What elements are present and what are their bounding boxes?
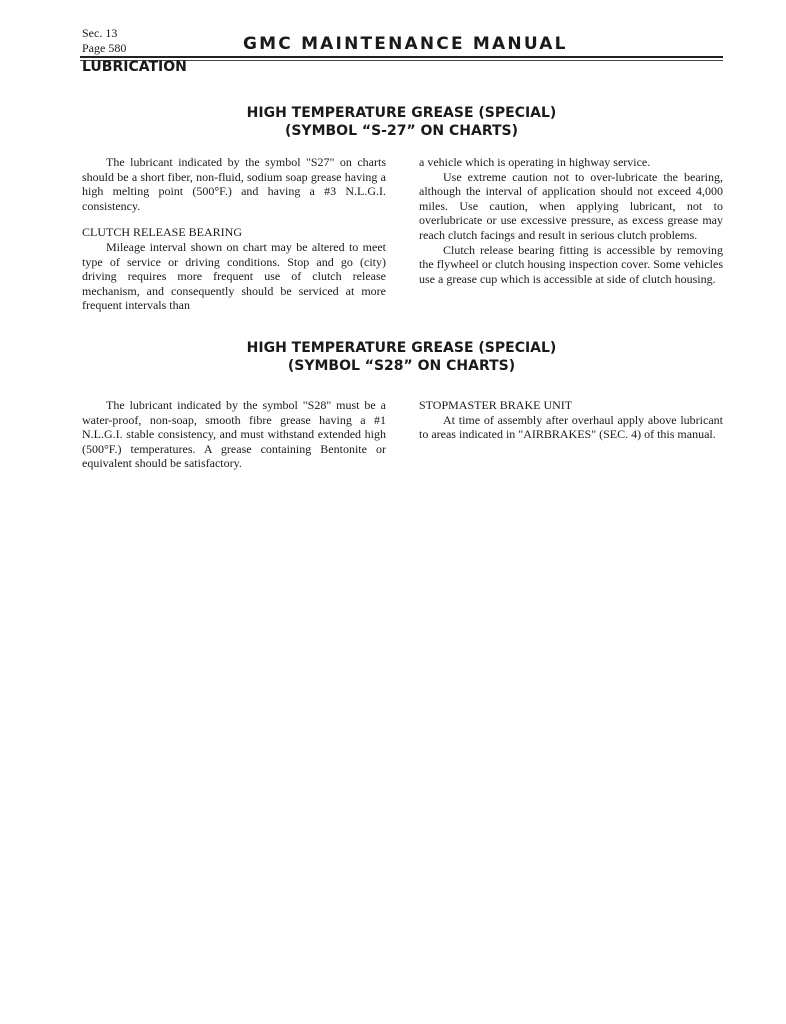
s27-left-column bbox=[82, 155, 386, 313]
s28-heading bbox=[80, 339, 723, 375]
section-page-reference bbox=[82, 26, 126, 56]
page-number: Page 580 bbox=[82, 41, 127, 55]
section-label: LUBRICATION bbox=[82, 59, 187, 75]
s27-paragraph-1: The lubricant indicated by the symbol "S27" on charts should be a short fiber, non-fluid, sodium soap grease having a high melting point (500°F.) and having a #3 N.L.G.I. consistency. bbox=[82, 155, 386, 213]
s27-paragraph-3: Use extreme caution not to over-lubricate the bearing, although the interval of application should not exceed 4,000 miles. Use caution, when applying lubricant, not to overlubricate or use excessive pressure, as excess grease may reach clutch facings and result in serious clutch problems. bbox=[419, 169, 723, 242]
s27-heading-line1: HIGH TEMPERATURE GREASE (SPECIAL) bbox=[246, 105, 557, 121]
s27-paragraph-2-continued: a vehicle which is operating in highway service. bbox=[419, 155, 651, 169]
s28-heading-line2: (SYMBOL “S28” ON CHARTS) bbox=[287, 358, 516, 374]
s28-right-column bbox=[419, 398, 723, 442]
s27-heading bbox=[80, 104, 723, 140]
clutch-release-bearing-heading: CLUTCH RELEASE BEARING bbox=[82, 225, 242, 240]
s27-right-column bbox=[419, 155, 723, 286]
section-number: Sec. 13 bbox=[82, 26, 118, 40]
s28-heading-line1: HIGH TEMPERATURE GREASE (SPECIAL) bbox=[246, 340, 557, 356]
s27-paragraph-4: Clutch release bearing fitting is accessible by removing the flywheel or clutch housing inspection cover. Some vehicles use a grease cup which is accessible at side of clutch housing. bbox=[419, 242, 723, 286]
s28-paragraph-2: At time of assembly after overhaul apply above lubricant to areas indicated in "AIRBRAKES" (SEC. 4) of this manual. bbox=[419, 412, 723, 442]
s27-paragraph-2: Mileage interval shown on chart may be altered to meet type of service or driving conditions. Stop and go (city) driving requires more frequent use of clutch release mechanism, and consequently should be serviced at more frequent intervals than bbox=[82, 239, 386, 313]
stopmaster-brake-unit-heading: STOPMASTER BRAKE UNIT bbox=[419, 398, 573, 412]
s28-left-column bbox=[82, 398, 386, 471]
s27-heading-line2: (SYMBOL “S-27” ON CHARTS) bbox=[284, 123, 519, 139]
header-rule bbox=[80, 56, 723, 58]
s28-paragraph-1: The lubricant indicated by the symbol "S28" must be a water-proof, non-soap, smooth fibre grease having a #1 N.L.G.I. stable consistency, and must withstand extended high (500°F.) temperatures. A grease containing Bentonite or equivalent should be satisfactory. bbox=[82, 398, 386, 471]
manual-title: GMC MAINTENANCE MANUAL bbox=[243, 34, 568, 54]
